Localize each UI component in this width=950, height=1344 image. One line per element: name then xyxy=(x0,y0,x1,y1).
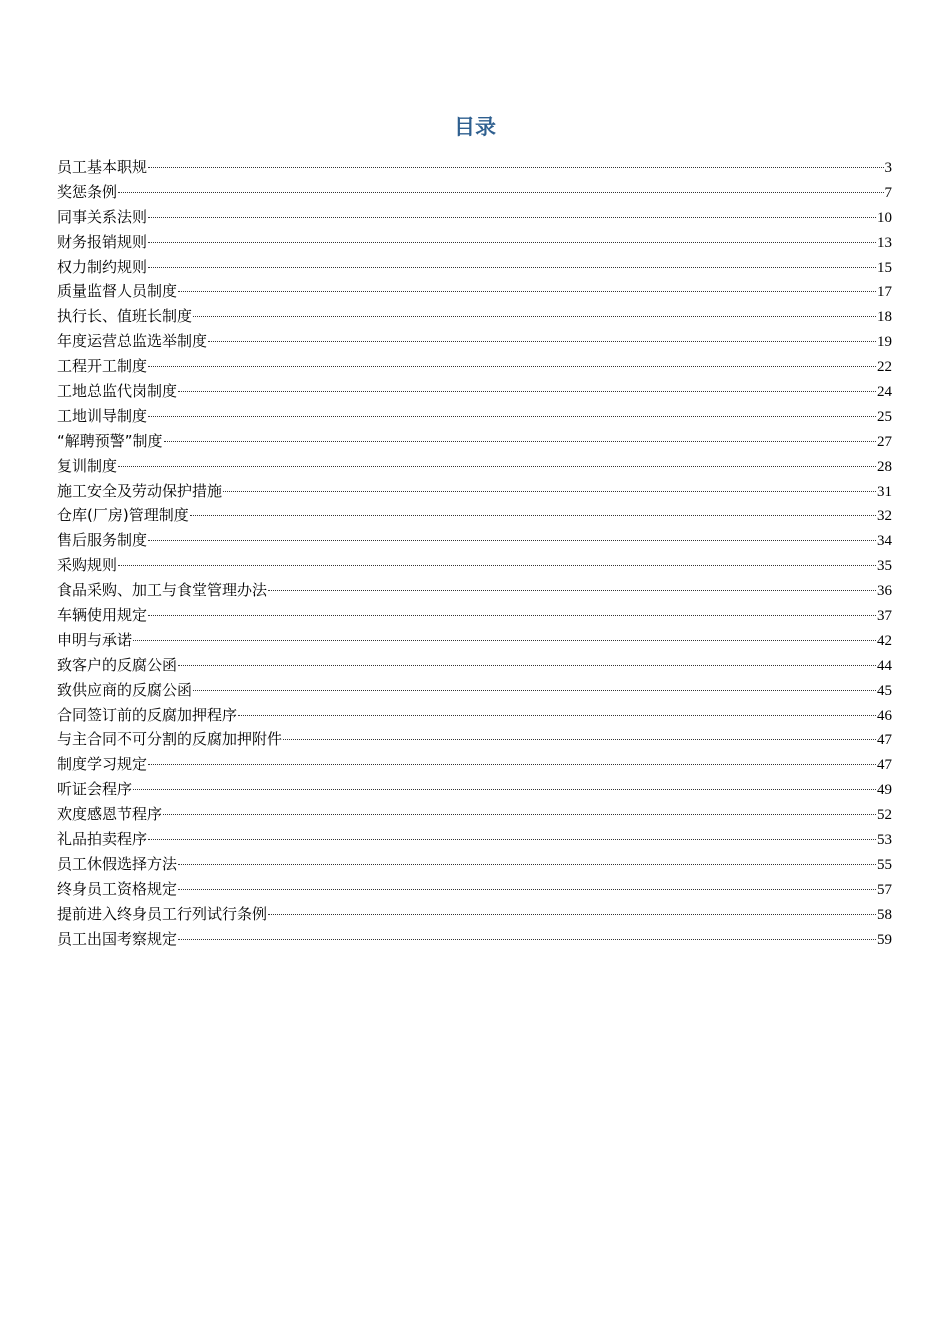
toc-entry-label: 致供应商的反腐公函 xyxy=(57,680,193,699)
toc-entry-label: “解聘预警”制度 xyxy=(57,431,163,450)
toc-dot-leader xyxy=(148,167,883,168)
toc-entry-page-number: 31 xyxy=(877,483,892,500)
toc-entry[interactable] xyxy=(57,329,892,354)
toc-entry-page-number: 24 xyxy=(877,384,892,401)
toc-dot-leader xyxy=(268,914,876,915)
toc-entry-page-number: 25 xyxy=(877,408,892,425)
toc-dot-leader xyxy=(148,366,876,367)
toc-entry-page-number: 22 xyxy=(877,359,892,376)
toc-dot-leader xyxy=(118,565,876,566)
toc-entry-label: 听证会程序 xyxy=(57,780,133,799)
toc-dot-leader xyxy=(148,267,876,268)
toc-entry[interactable] xyxy=(57,528,892,553)
toc-entry-label: 欢度感恩节程序 xyxy=(57,805,163,824)
toc-dot-leader xyxy=(148,416,876,417)
toc-entry-label: 致客户的反腐公函 xyxy=(57,655,178,674)
toc-entry-page-number: 53 xyxy=(877,832,892,849)
toc-entry-page-number: 49 xyxy=(877,782,892,799)
toc-entry-label: 礼品拍卖程序 xyxy=(57,830,148,849)
toc-entry-page-number: 57 xyxy=(877,881,892,898)
toc-entry-page-number: 10 xyxy=(877,209,892,226)
toc-entry-label: 同事关系法则 xyxy=(57,207,148,226)
toc-entry-page-number: 27 xyxy=(877,433,892,450)
toc-dot-leader xyxy=(148,217,876,218)
toc-entry-page-number: 7 xyxy=(884,184,892,201)
toc-entry-label: 仓库(厂房)管理制度 xyxy=(57,506,189,525)
toc-dot-leader xyxy=(178,291,876,292)
toc-entry-page-number: 28 xyxy=(877,458,892,475)
toc-entry[interactable] xyxy=(57,354,892,379)
toc-entry[interactable] xyxy=(57,703,892,728)
toc-entry[interactable] xyxy=(57,553,892,578)
toc-dot-leader xyxy=(133,640,876,641)
toc-entry-label: 质量监督人员制度 xyxy=(57,282,178,301)
toc-entry[interactable] xyxy=(57,379,892,404)
toc-dot-leader xyxy=(164,441,876,442)
toc-entry-label: 采购规则 xyxy=(57,556,118,575)
toc-dot-leader xyxy=(208,341,876,342)
toc-entry[interactable] xyxy=(57,877,892,902)
toc-entry-page-number: 47 xyxy=(877,732,892,749)
toc-entry[interactable] xyxy=(57,653,892,678)
toc-entry[interactable] xyxy=(57,479,892,504)
toc-dot-leader xyxy=(148,615,876,616)
toc-entry[interactable] xyxy=(57,777,892,802)
toc-entry[interactable] xyxy=(57,230,892,255)
toc-dot-leader xyxy=(178,889,876,890)
toc-entry[interactable] xyxy=(57,304,892,329)
toc-entry[interactable] xyxy=(57,180,892,205)
toc-entry[interactable] xyxy=(57,752,892,777)
toc-entry[interactable] xyxy=(57,404,892,429)
toc-dot-leader xyxy=(193,690,876,691)
toc-dot-leader xyxy=(238,715,876,716)
toc-entry[interactable] xyxy=(57,927,892,952)
toc-entry-label: 食品采购、加工与食堂管理办法 xyxy=(57,581,268,600)
toc-entry-label: 申明与承诺 xyxy=(57,630,133,649)
toc-entry[interactable] xyxy=(57,503,892,528)
toc-dot-leader xyxy=(223,491,876,492)
toc-entry-label: 员工休假选择方法 xyxy=(57,854,178,873)
toc-dot-leader xyxy=(148,540,876,541)
toc-entry[interactable] xyxy=(57,279,892,304)
toc-entry-label: 员工出国考察规定 xyxy=(57,929,178,948)
toc-entry-label: 权力制约规则 xyxy=(57,257,148,276)
toc-entry-label: 售后服务制度 xyxy=(57,531,148,550)
toc-entry-page-number: 47 xyxy=(877,757,892,774)
toc-entry-label: 年度运营总监选举制度 xyxy=(57,332,208,351)
toc-entry-page-number: 58 xyxy=(877,906,892,923)
toc-entry-page-number: 37 xyxy=(877,608,892,625)
toc-entry-label: 财务报销规则 xyxy=(57,232,148,251)
toc-entry-page-number: 34 xyxy=(877,533,892,550)
toc-entry-page-number: 59 xyxy=(877,931,892,948)
toc-entry[interactable] xyxy=(57,454,892,479)
toc-entry[interactable] xyxy=(57,827,892,852)
toc-entry-label: 与主合同不可分割的反腐加押附件 xyxy=(57,730,283,749)
toc-dot-leader xyxy=(178,665,876,666)
toc-entry[interactable] xyxy=(57,255,892,280)
toc-dot-leader xyxy=(148,242,876,243)
toc-entry[interactable] xyxy=(57,678,892,703)
toc-entry[interactable] xyxy=(57,429,892,454)
toc-list xyxy=(57,155,892,952)
toc-entry-label: 施工安全及劳动保护措施 xyxy=(57,481,223,500)
toc-dot-leader xyxy=(268,590,876,591)
toc-dot-leader xyxy=(178,939,876,940)
toc-entry-label: 制度学习规定 xyxy=(57,755,148,774)
toc-dot-leader xyxy=(193,316,876,317)
toc-dot-leader xyxy=(283,739,876,740)
toc-entry-label: 终身员工资格规定 xyxy=(57,879,178,898)
toc-entry[interactable] xyxy=(57,902,892,927)
toc-entry-page-number: 46 xyxy=(877,707,892,724)
toc-dot-leader xyxy=(178,391,876,392)
toc-entry-label: 员工基本职规 xyxy=(57,158,148,176)
toc-entry-page-number: 3 xyxy=(884,160,892,176)
toc-entry-label: 工地总监代岗制度 xyxy=(57,382,178,401)
toc-entry[interactable] xyxy=(57,578,892,603)
toc-entry-page-number: 44 xyxy=(877,657,892,674)
toc-entry-page-number: 52 xyxy=(877,807,892,824)
toc-entry-page-number: 17 xyxy=(877,284,892,301)
toc-dot-leader xyxy=(118,466,876,467)
toc-entry-page-number: 55 xyxy=(877,856,892,873)
toc-entry[interactable] xyxy=(57,603,892,628)
toc-entry[interactable] xyxy=(57,727,892,752)
toc-dot-leader xyxy=(190,515,876,516)
toc-entry-label: 提前进入终身员工行列试行条例 xyxy=(57,904,268,923)
toc-dot-leader xyxy=(118,192,883,193)
toc-entry-label: 复训制度 xyxy=(57,456,118,475)
toc-entry-page-number: 36 xyxy=(877,583,892,600)
toc-entry-page-number: 45 xyxy=(877,682,892,699)
toc-dot-leader xyxy=(148,764,876,765)
toc-entry[interactable] xyxy=(57,802,892,827)
toc-dot-leader xyxy=(133,789,876,790)
toc-entry-label: 工程开工制度 xyxy=(57,357,148,376)
toc-title: 目录 xyxy=(454,115,496,139)
toc-dot-leader xyxy=(163,814,876,815)
toc-entry[interactable] xyxy=(57,205,892,230)
toc-entry-page-number: 19 xyxy=(877,334,892,351)
toc-entry-label: 合同签订前的反腐加押程序 xyxy=(57,705,238,724)
toc-entry-page-number: 18 xyxy=(877,309,892,326)
toc-entry-label: 工地训导制度 xyxy=(57,406,148,425)
toc-entry-label: 奖惩条例 xyxy=(57,182,118,201)
toc-entry-page-number: 13 xyxy=(877,234,892,251)
toc-entry-label: 执行长、值班长制度 xyxy=(57,307,193,326)
toc-entry-page-number: 42 xyxy=(877,632,892,649)
toc-entry-page-number: 35 xyxy=(877,558,892,575)
toc-entry-page-number: 15 xyxy=(877,259,892,276)
toc-dot-leader xyxy=(148,839,876,840)
toc-entry[interactable] xyxy=(57,628,892,653)
toc-entry-label: 车辆使用规定 xyxy=(57,606,148,625)
toc-entry-page-number: 32 xyxy=(877,508,892,525)
toc-entry[interactable] xyxy=(57,852,892,877)
toc-entry[interactable] xyxy=(57,155,892,180)
toc-dot-leader xyxy=(178,864,876,865)
